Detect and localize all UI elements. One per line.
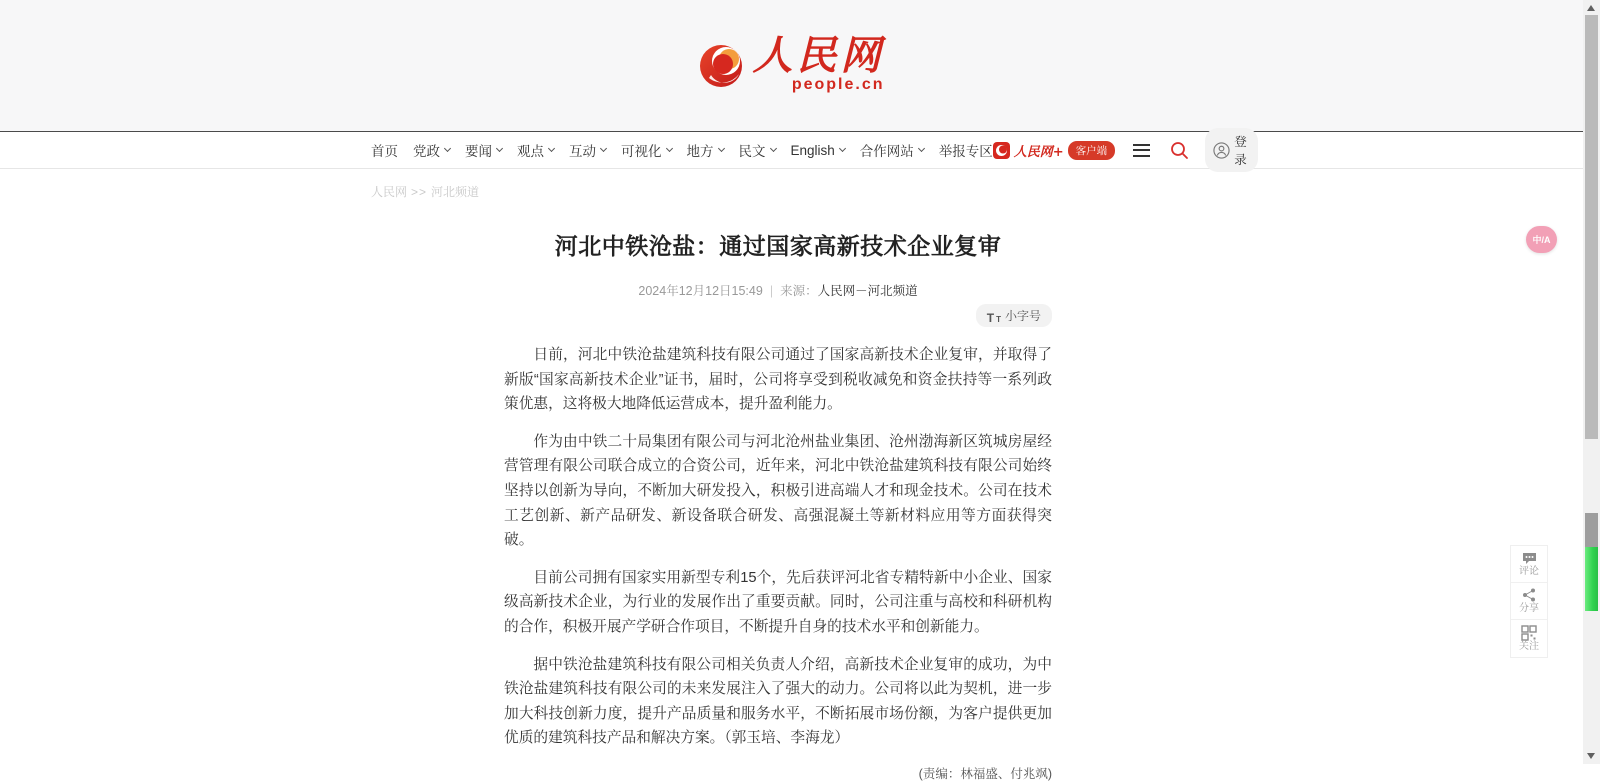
comment-button[interactable] xyxy=(1511,546,1547,583)
share-label: 分享 xyxy=(1519,603,1539,614)
people-app-badge[interactable] xyxy=(993,141,1115,160)
nav-item-label: 民文 xyxy=(738,144,766,159)
nav-item-report-zone[interactable] xyxy=(939,140,993,160)
chevron-down-icon xyxy=(496,145,503,152)
translate-button[interactable] xyxy=(1526,226,1557,253)
scroll-progress-indicator xyxy=(1585,513,1598,611)
scrollbar-thumb[interactable] xyxy=(1585,15,1598,439)
article-paragraph: 目前公司拥有国家实用新型专利15个，先后获评河北省专精特新中小企业、国家级高新技术企业，为行业的发展作出了重要贡献。同时，公司注重与高校和科研机构的合作，积极开展产学研合作项目，不断提升自身的技术水平和创新能力。 xyxy=(504,569,1052,635)
login-label: 登录 xyxy=(1234,135,1247,167)
chevron-down-icon xyxy=(839,145,846,152)
nav-item-minority-languages[interactable] xyxy=(739,140,776,160)
nav-item-partner-sites[interactable] xyxy=(860,140,924,160)
app-client-pill: 客户端 xyxy=(1068,141,1116,160)
article-title: 河北中铁沧盐：通过国家高新技术企业复审 xyxy=(554,233,1002,259)
share-icon xyxy=(1522,588,1536,602)
people-plus-app-icon xyxy=(993,142,1010,159)
nav-item-party-politics[interactable] xyxy=(413,140,450,160)
nav-links xyxy=(371,140,993,160)
people-cn-globe-icon xyxy=(699,44,743,88)
main-content xyxy=(0,183,1583,782)
font-size-button[interactable]: T T 小字号 xyxy=(976,304,1052,327)
article-paragraph: 日前，河北中铁沧盐建筑科技有限公司通过了国家高新技术企业复审，并取得了新版“国家高新技术企业”证书，届时，公司将享受到税收减免和资金扶持等一系列政策优惠，这将极大地降低运营成本，提升盈利能力。 xyxy=(504,347,1052,413)
font-size-label: 小字号 xyxy=(1004,309,1041,323)
app-badge-brand: 人民网+ xyxy=(1013,144,1064,160)
nav-item-home[interactable] xyxy=(371,140,398,160)
scrollbar-down-arrow[interactable] xyxy=(1587,753,1595,759)
chevron-down-icon xyxy=(600,145,607,152)
breadcrumb-separator: >> xyxy=(411,185,428,199)
nav-item-opinions[interactable] xyxy=(517,140,554,160)
article-paragraph: 作为由中铁二十局集团有限公司与河北沧州盐业集团、沧州渤海新区筑城房屋经营管理有限公司联合成立的合资公司，近年来，河北中铁沧盐建筑科技有限公司始终坚持以创新为导向，不断加大研发投入，积极引进高端人才和现金技术。公司在技术工艺创新、新产品研发、新设备联合研发、高强混凝土等新材料应用等方面获得突破。 xyxy=(504,433,1052,549)
nav-item-headlines[interactable] xyxy=(465,140,502,160)
nav-item-local[interactable] xyxy=(687,140,724,160)
source-label: 来源： xyxy=(780,284,818,298)
nav-item-english[interactable] xyxy=(791,143,845,158)
nav-item-interaction[interactable] xyxy=(569,140,606,160)
editor-credit: (责编：林福盛、付兆飒) xyxy=(918,766,1052,781)
site-header xyxy=(0,0,1583,131)
chevron-down-icon xyxy=(444,145,451,152)
nav-item-label: 要闻 xyxy=(465,144,492,159)
scrollbar-up-arrow[interactable] xyxy=(1587,5,1595,11)
site-logo[interactable] xyxy=(699,32,885,94)
chevron-down-icon xyxy=(717,145,724,152)
nav-item-label: 举报专区 xyxy=(938,144,993,159)
nav-item-label: English xyxy=(790,142,835,158)
nav-right-cluster xyxy=(993,128,1258,172)
chevron-down-icon xyxy=(548,145,555,152)
nav-item-label: 党政 xyxy=(413,144,440,159)
search-icon[interactable] xyxy=(1168,139,1191,162)
breadcrumb xyxy=(371,183,1583,200)
site-domain: people.cn xyxy=(791,76,885,93)
nav-item-visualization[interactable] xyxy=(621,140,672,160)
nav-item-label: 地方 xyxy=(686,144,714,159)
chevron-down-icon xyxy=(769,145,776,152)
breadcrumb-channel-link[interactable]: 河北频道 xyxy=(431,185,480,199)
site-name: 人民网 xyxy=(752,32,885,79)
follow-button[interactable] xyxy=(1511,620,1547,657)
nav-item-label: 观点 xyxy=(517,144,544,159)
comment-icon xyxy=(1522,552,1537,565)
translate-label: 中/A xyxy=(1532,235,1551,245)
share-button[interactable] xyxy=(1511,583,1547,620)
article-paragraph: 据中铁沧盐建筑科技有限公司相关负责人介绍，高新技术企业复审的成功，为中铁沧盐建筑科技有限公司的未来发展注入了强大的动力。公司将以此为契机，进一步加大科技创新力度，提升产品质量和服务水平，不断拓展市场份额，为客户提供更加优质的建筑科技产品和解决方案。（郭玉培、李海龙） xyxy=(504,656,1052,747)
floating-action-panel xyxy=(1510,545,1548,658)
main-navigation xyxy=(0,131,1583,169)
chevron-down-icon xyxy=(665,145,672,152)
article-meta xyxy=(504,281,1052,299)
nav-item-label: 可视化 xyxy=(621,144,662,159)
login-button[interactable] xyxy=(1205,128,1258,172)
chevron-down-icon xyxy=(918,145,925,152)
nav-item-label: 合作网站 xyxy=(859,144,914,159)
menu-icon[interactable] xyxy=(1129,140,1154,161)
qrcode-icon xyxy=(1522,626,1536,640)
scrollbar[interactable] xyxy=(1583,0,1600,764)
meta-separator: | xyxy=(769,284,774,298)
source-link[interactable]: 人民网－河北频道 xyxy=(817,284,918,298)
nav-item-label: 首页 xyxy=(371,144,398,159)
article xyxy=(504,230,1052,782)
user-icon xyxy=(1213,142,1230,159)
logo-text xyxy=(752,32,885,94)
article-body xyxy=(504,343,1052,751)
follow-label: 关注 xyxy=(1519,640,1539,652)
article-toolbar xyxy=(504,304,1052,327)
nav-inner xyxy=(371,132,1247,168)
font-size-icon: T xyxy=(986,311,995,325)
nav-item-label: 互动 xyxy=(569,144,596,159)
comment-label: 评论 xyxy=(1519,565,1539,577)
publish-date: 2024年12月12日15:49 xyxy=(638,284,763,298)
breadcrumb-site-link[interactable]: 人民网 xyxy=(371,185,408,199)
